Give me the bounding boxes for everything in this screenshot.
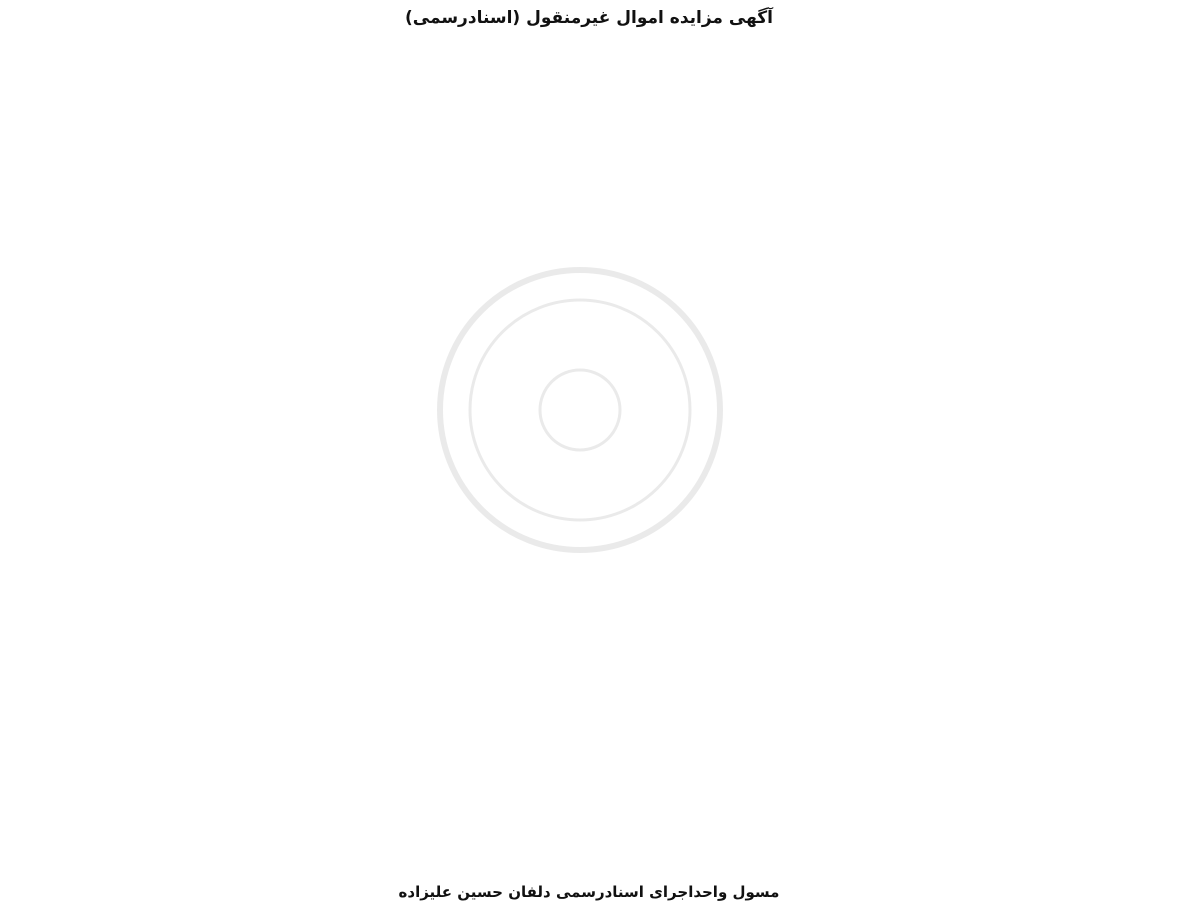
notice-body xyxy=(14,34,1164,864)
notice-title: آگهی مزایده اموال غیرمنقول (اسنادرسمی) xyxy=(404,8,774,28)
signature-line: مسول واحداجرای اسنادرسمی دلفان حسین علیزاده xyxy=(398,883,780,901)
